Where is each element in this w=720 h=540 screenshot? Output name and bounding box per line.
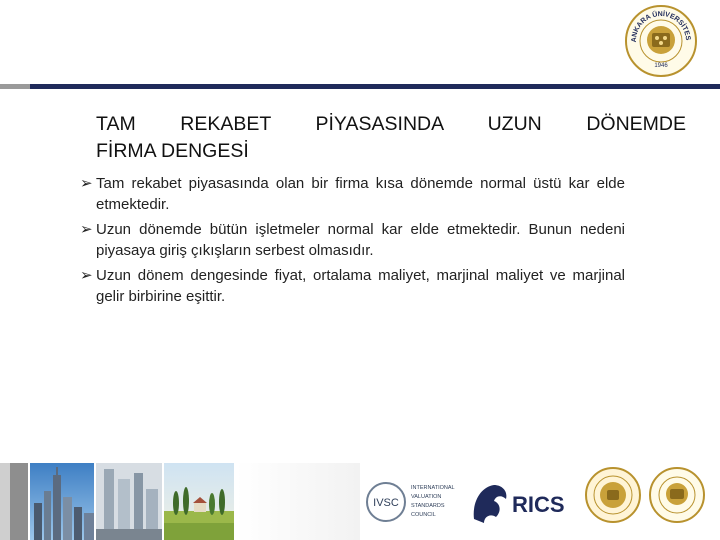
university-logo (624, 4, 698, 78)
city-skyline-image (30, 463, 94, 540)
footer-stripe (0, 463, 10, 540)
countryside-image (164, 463, 234, 540)
ivsc-text-line: STANDARDS (411, 503, 445, 509)
bullet-item (80, 265, 625, 307)
arrow-bullet-icon: ➢ (80, 267, 93, 284)
arrow-bullet-icon: ➢ (80, 221, 93, 238)
bullet-item (80, 219, 625, 261)
title-line-1: TAM REKABET PİYASASINDA UZUN DÖNEMDE (96, 113, 686, 135)
footer-stripe (10, 463, 28, 540)
ivsc-mark: IVSC (373, 497, 399, 509)
logo-year: 1946 (654, 63, 668, 69)
bullet-text: Tam rekabet piyasasında olan bir firma kısa dönemde normal üstü kar elde etmektedir. (96, 175, 625, 213)
rics-wordmark: RICS (512, 492, 565, 517)
ivsc-text-line: INTERNATIONAL (411, 485, 455, 491)
header-rule-gray (0, 84, 30, 89)
bullet-list (80, 173, 625, 311)
ivsc-logo (366, 473, 466, 531)
towers-image (96, 463, 162, 540)
lion-icon (474, 485, 507, 523)
footer-spacer (236, 463, 360, 540)
ivsc-text-line: VALUATION (411, 494, 442, 500)
gold-seal-icon (584, 466, 642, 524)
footer-band (0, 463, 720, 540)
bullet-text: Uzun dönemde bütün işletmeler normal kar elde etmektedir. Bunun nedeni piyasaya giriş çıkışların serbest olmasıdır. (96, 221, 625, 259)
title-line-2: FİRMA DENGESİ (96, 140, 249, 162)
header-rule-navy (30, 84, 720, 89)
logo-text: ANKARA ÜNİVERSİTES (630, 10, 692, 43)
ivsc-text-line: COUNCIL (411, 512, 436, 518)
university-seal-icon (648, 466, 706, 524)
rics-logo (468, 473, 578, 531)
bullet-item (80, 173, 625, 215)
slide-title (96, 111, 686, 165)
arrow-bullet-icon: ➢ (80, 175, 93, 192)
bullet-text: Uzun dönem dengesinde fiyat, ortalama maliyet, marjinal maliyet ve marjinal gelir birbirine eşittir. (96, 267, 625, 305)
